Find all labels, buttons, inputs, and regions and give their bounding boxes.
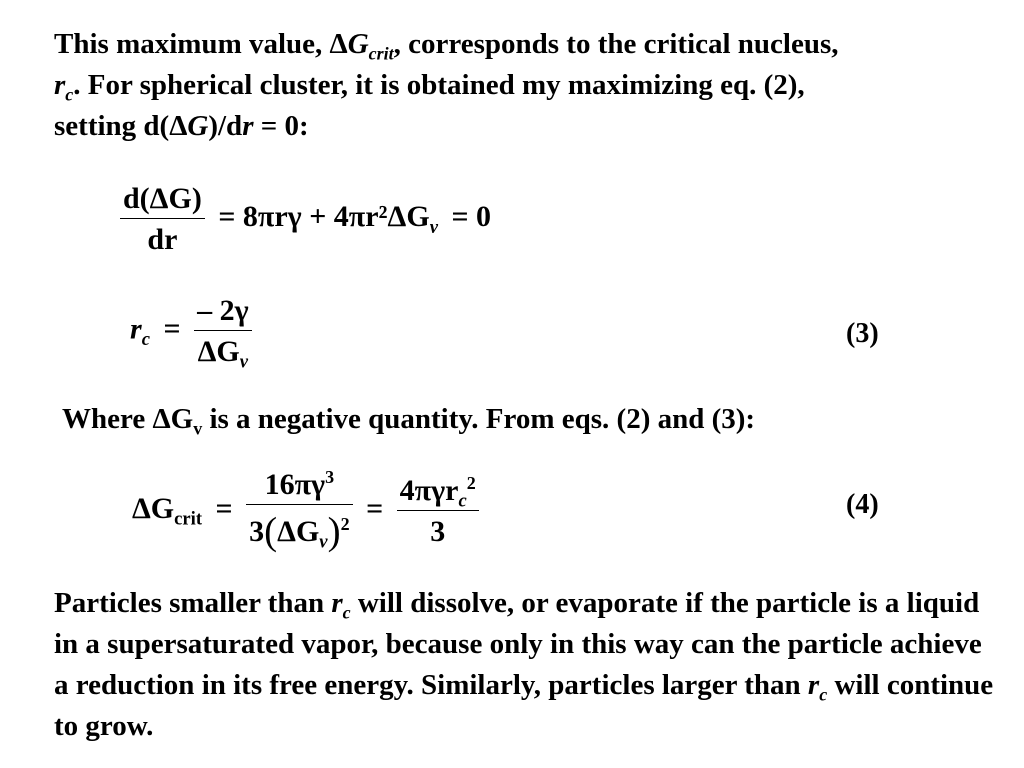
- c-subscript: c: [65, 84, 74, 105]
- text: Particles smaller than: [54, 587, 332, 619]
- c-subscript: c: [141, 328, 150, 350]
- delta-g-crit: ΔG: [132, 491, 175, 525]
- text: This maximum value,: [54, 28, 330, 60]
- numerator: d(ΔG): [120, 182, 205, 219]
- conclusion-paragraph: [54, 583, 994, 747]
- equation-derivative: [120, 182, 497, 257]
- radius-fraction: [194, 294, 252, 373]
- equation-critical-energy: [132, 468, 479, 554]
- cube-exponent: 3: [325, 467, 335, 488]
- derivative-fraction: [120, 182, 205, 257]
- denominator: dr: [147, 223, 178, 256]
- square-exponent: 2: [340, 514, 350, 535]
- c-subscript: c: [819, 684, 828, 705]
- v-subscript: v: [429, 216, 438, 238]
- equation-number-3: (3): [846, 318, 879, 349]
- square-exponent: 2: [466, 472, 476, 493]
- energy-fraction-2: [397, 474, 479, 549]
- energy-fraction-1: [246, 468, 352, 554]
- text: Where ΔG: [62, 403, 194, 435]
- equation-number-4: (4): [846, 489, 879, 520]
- g-variable: G: [187, 110, 209, 142]
- denominator: 3: [430, 514, 446, 548]
- delta-g: ΔG: [277, 514, 320, 548]
- c-subscript: c: [458, 490, 467, 511]
- negative-quantity-paragraph: [62, 399, 1002, 440]
- numerator: [397, 474, 479, 511]
- denominator: $3(\Delta G_v)^2$: [249, 510, 350, 553]
- r-variable: r: [807, 669, 820, 701]
- r-variable: r: [54, 69, 66, 101]
- r-variable: r: [331, 587, 343, 619]
- text: = 0:: [253, 110, 309, 142]
- text: setting d(: [54, 110, 170, 142]
- text: will continue to grow.: [54, 669, 994, 742]
- text: )/d: [208, 110, 243, 142]
- text: will dissolve, or evaporate if the particle is a liquid in a supersaturated vapor, because only in this way can the particle achieve a reduction in its free energy. Similarly, particles larger than: [54, 587, 982, 701]
- equals-sign: =: [163, 312, 181, 346]
- numerator-text: 4πγr: [399, 473, 459, 507]
- v-subscript: v: [193, 418, 203, 439]
- v-subscript: v: [239, 351, 249, 373]
- equals-sign: =: [215, 491, 233, 525]
- equals-sign: =: [366, 491, 384, 525]
- coefficient: 3: [249, 514, 265, 548]
- g-variable: G: [347, 28, 369, 60]
- numerator: [246, 468, 352, 505]
- r-variable: r: [242, 110, 254, 142]
- delta-g: ΔG: [197, 335, 240, 368]
- c-subscript: c: [342, 602, 351, 623]
- text: , corresponds to the critical nucleus,: [393, 28, 839, 60]
- denominator: [194, 331, 252, 373]
- numerator-text: 16πγ: [264, 468, 326, 501]
- intro-paragraph: [54, 24, 994, 147]
- v-subscript: v: [319, 531, 328, 553]
- crit-subscript: crit: [368, 43, 394, 64]
- delta-symbol: Δ: [329, 28, 348, 60]
- r-variable: r: [130, 312, 142, 346]
- right-hand-side: = 8πrγ + 4πr²ΔG: [218, 200, 430, 234]
- numerator: – 2γ: [194, 294, 252, 331]
- delta-symbol: Δ: [169, 110, 188, 142]
- equation-critical-radius: [130, 294, 252, 373]
- text: is a negative quantity. From eqs. (2) and (3):: [202, 403, 756, 435]
- crit-subscript: crit: [174, 508, 203, 530]
- equals-zero: = 0: [451, 200, 492, 234]
- text: . For spherical cluster, it is obtained my maximizing eq. (2),: [73, 69, 805, 101]
